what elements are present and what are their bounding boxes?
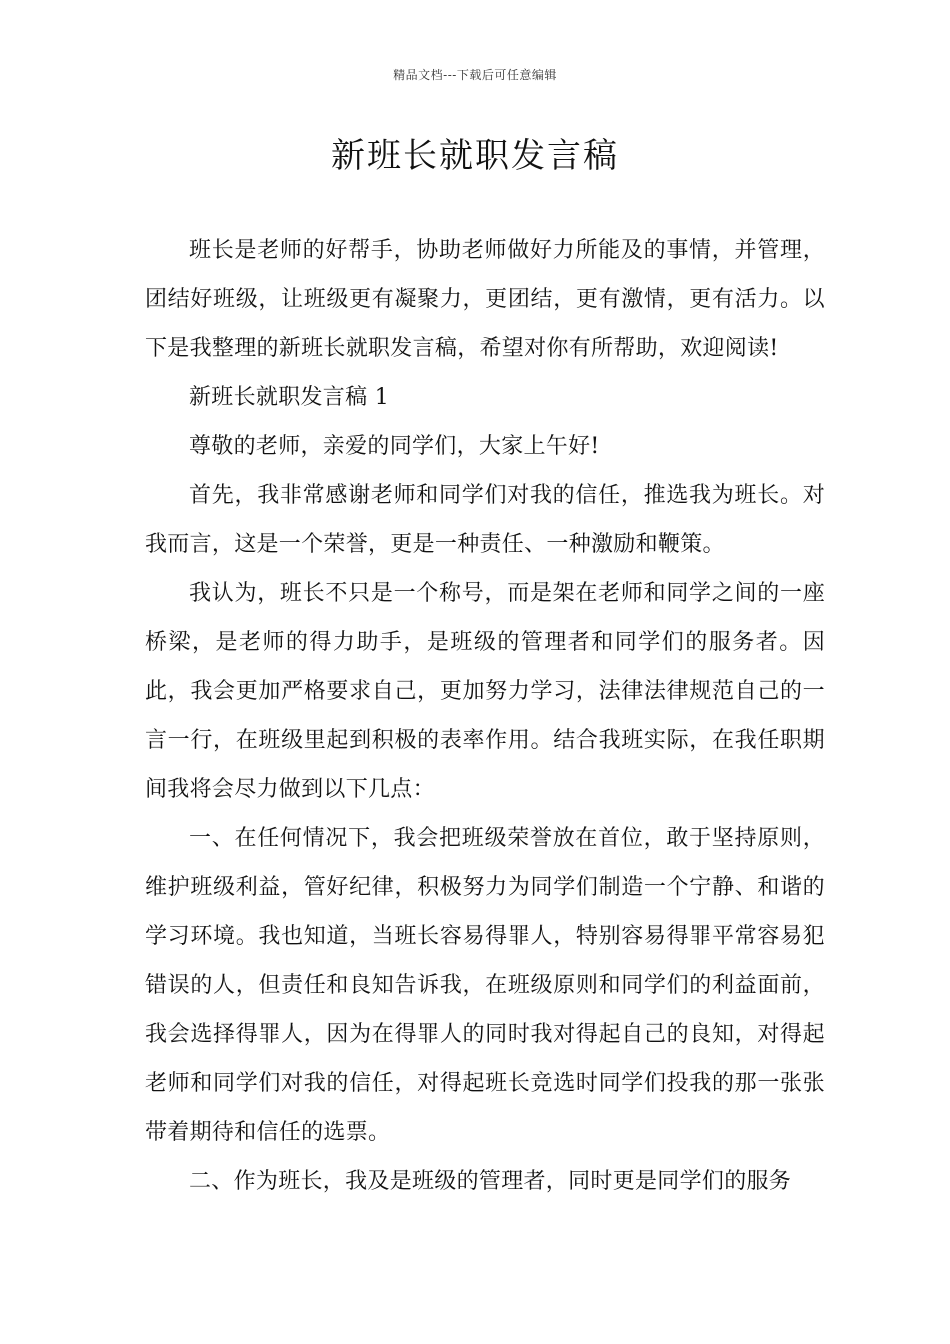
document-title: 新班长就职发言稿 xyxy=(331,136,619,176)
paragraph-role: 我认为，班长不只是一个称号，而是架在老师和同学之间的一座桥梁，是老师的得力助手，是班级的管理者和同学们的服务者。因此，我会更加严格要求自己，更加努力学习，法律法律规范自己的一言一行，在班级里起到积极的表率作用。结合我班实际，在我任职期间我将会尽力做到以下几点： xyxy=(145,581,825,802)
paragraph-point-one: 一、在任何情况下，我会把班级荣誉放在首位，敢于坚持原则，维护班级利益，管好纪律，积极努力为同学们制造一个宁静、和谐的学习环境。我也知道，当班长容易得罪人，特别容易得罪平常容易犯错误的人，但责任和良知告诉我，在班级原则和同学们的利益面前，我会选择得罪人，因为在得罪人的同时我对得起自己的良知，对得起老师和同学们对我的信任，对得起班长竞选时同学们投我的那一张张带着期待和信任的选票。 xyxy=(145,826,825,1145)
paragraph-section-heading: 新班长就职发言稿 1 xyxy=(189,385,389,410)
paragraph-point-two: 二、作为班长，我及是班级的管理者，同时更是同学们的服务 xyxy=(189,1169,792,1194)
document-body xyxy=(145,226,825,1206)
paragraph-greeting: 尊敬的老师，亲爱的同学们，大家上午好! xyxy=(189,434,600,459)
paragraph-thanks: 首先，我非常感谢老师和同学们对我的信任，推选我为班长。对我而言，这是一个荣誉，更是一种责任、一种激励和鞭策。 xyxy=(145,483,825,557)
paragraph-intro: 班长是老师的好帮手，协助老师做好力所能及的事情，并管理，团结好班级，让班级更有凝聚力，更团结，更有激情，更有活力。以下是我整理的新班长就职发言稿，希望对你有所帮助，欢迎阅读! xyxy=(145,238,825,361)
header-note: 精品文档---下载后可任意编辑 xyxy=(393,68,557,82)
